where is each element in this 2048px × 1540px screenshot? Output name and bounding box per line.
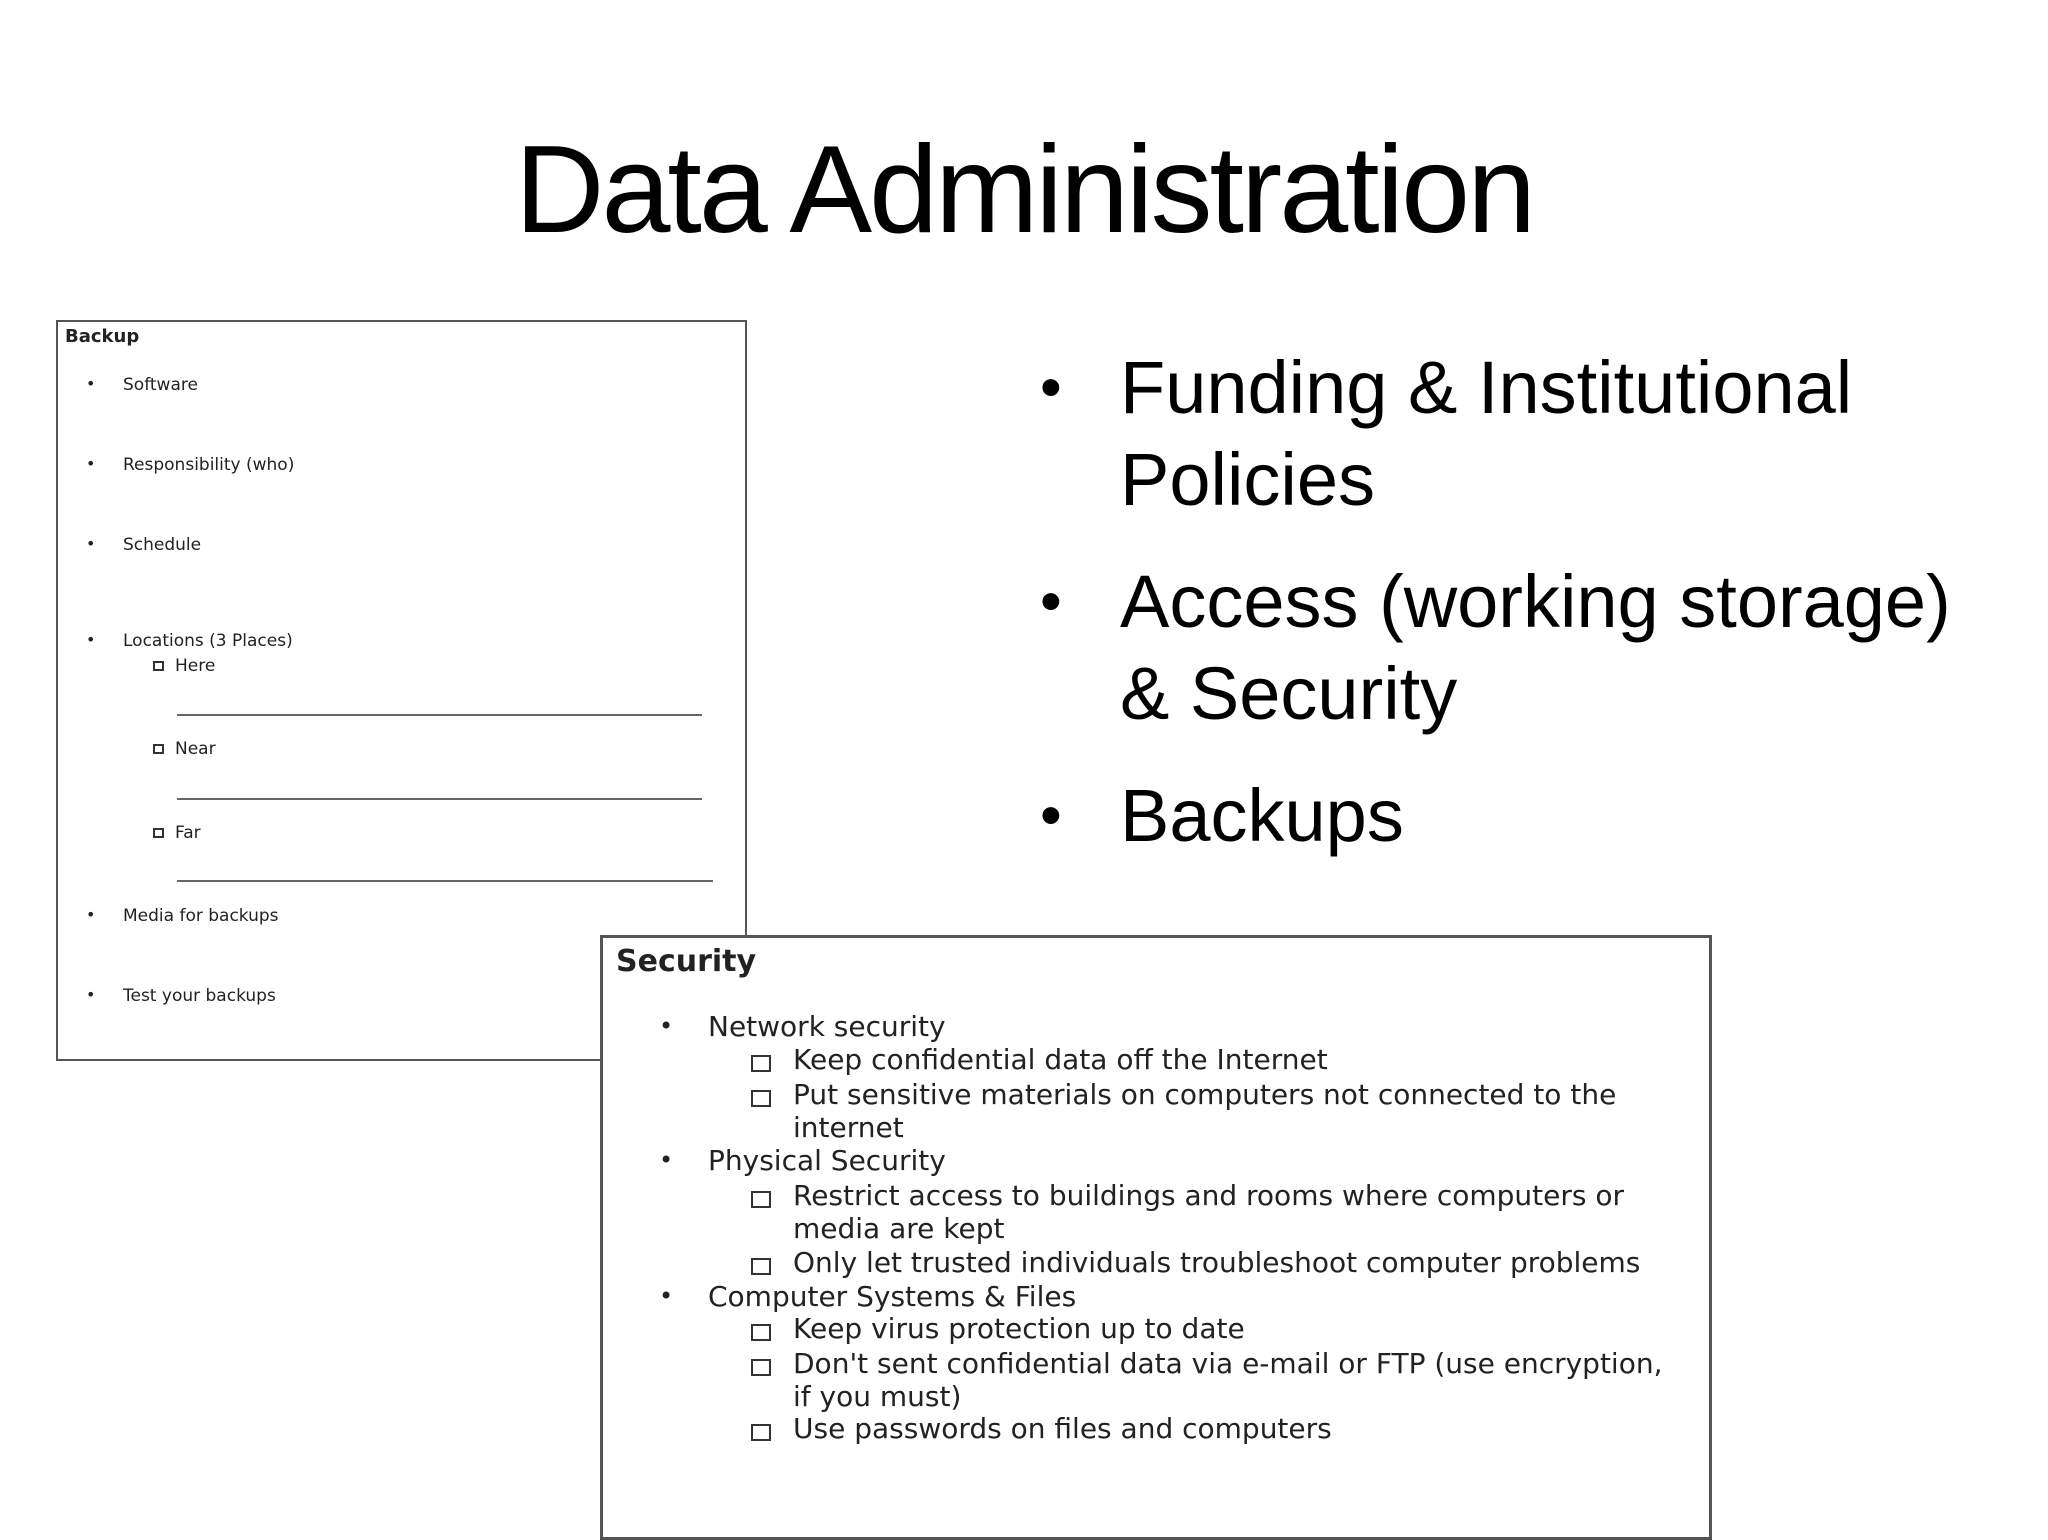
- security-section-title: Computer Systems & Files: [708, 1280, 1077, 1313]
- checkbox-icon: [751, 1324, 771, 1341]
- backup-heading: Backup: [65, 326, 140, 347]
- checkbox-icon: [751, 1359, 771, 1376]
- fill-in-line: [177, 714, 702, 716]
- bullet-marker: •: [86, 905, 96, 924]
- backup-item-text: Responsibility (who): [123, 455, 295, 475]
- checkbox-icon: [751, 1090, 771, 1107]
- backup-item-text: Software: [123, 375, 198, 395]
- security-item-text: Don't sent confidential data via e-mail or FTP (use encryption, if you must): [793, 1347, 1663, 1413]
- slide-bullet-text: Backups: [1120, 774, 1404, 857]
- location-text: Near: [175, 739, 216, 759]
- security-item-text: Only let trusted individuals troubleshoot computer problems: [793, 1246, 1641, 1279]
- bullet-marker: •: [659, 1012, 674, 1040]
- backup-item-text: Media for backups: [123, 906, 279, 926]
- bullet-marker: •: [86, 985, 96, 1004]
- security-item-text: Restrict access to buildings and rooms where computers or media are kept: [793, 1179, 1625, 1245]
- security-section-title: Physical Security: [708, 1144, 946, 1177]
- slide-title: Data Administration: [514, 121, 1534, 259]
- checkbox-icon: [153, 828, 164, 838]
- bullet-marker: •: [86, 630, 96, 649]
- slide-bullet-text: Access (working storage) & Security: [1120, 560, 1951, 735]
- security-item-text: Keep virus protection up to date: [793, 1312, 1245, 1345]
- bullet-marker: •: [86, 454, 96, 473]
- backup-item-text: Test your backups: [123, 986, 276, 1006]
- bullet-marker: •: [1040, 567, 1062, 636]
- security-item-text: Put sensitive materials on computers not connected to the internet: [793, 1078, 1617, 1144]
- security-item-text: Keep confidential data off the Internet: [793, 1043, 1328, 1076]
- fill-in-line: [177, 880, 713, 882]
- slide-bullet: [1032, 556, 2012, 740]
- slide-bullet: [1032, 770, 2012, 862]
- bullet-marker: •: [1040, 353, 1062, 422]
- bullet-marker: •: [86, 374, 96, 393]
- checkbox-icon: [153, 661, 164, 671]
- bullet-marker: •: [86, 534, 96, 553]
- checkbox-icon: [751, 1191, 771, 1208]
- slide-bullet: [1032, 342, 2012, 526]
- fill-in-line: [177, 798, 702, 800]
- security-heading: Security: [616, 944, 757, 979]
- checkbox-icon: [751, 1258, 771, 1275]
- backup-item-text: Schedule: [123, 535, 202, 555]
- security-section-title: Network security: [708, 1010, 946, 1043]
- security-document-image: [600, 935, 1712, 1540]
- backup-item-text: Locations (3 Places): [123, 631, 293, 651]
- slide-bullet-text: Funding & Institutional Policies: [1120, 346, 1853, 521]
- location-text: Here: [175, 656, 216, 676]
- location-text: Far: [175, 823, 201, 843]
- slide-bullet-list: [1032, 342, 2012, 892]
- security-item-text: Use passwords on files and computers: [793, 1412, 1332, 1445]
- checkbox-icon: [751, 1424, 771, 1441]
- checkbox-icon: [153, 744, 164, 754]
- bullet-marker: •: [659, 1146, 674, 1174]
- checkbox-icon: [751, 1055, 771, 1072]
- bullet-marker: •: [1040, 781, 1062, 850]
- bullet-marker: •: [659, 1282, 674, 1310]
